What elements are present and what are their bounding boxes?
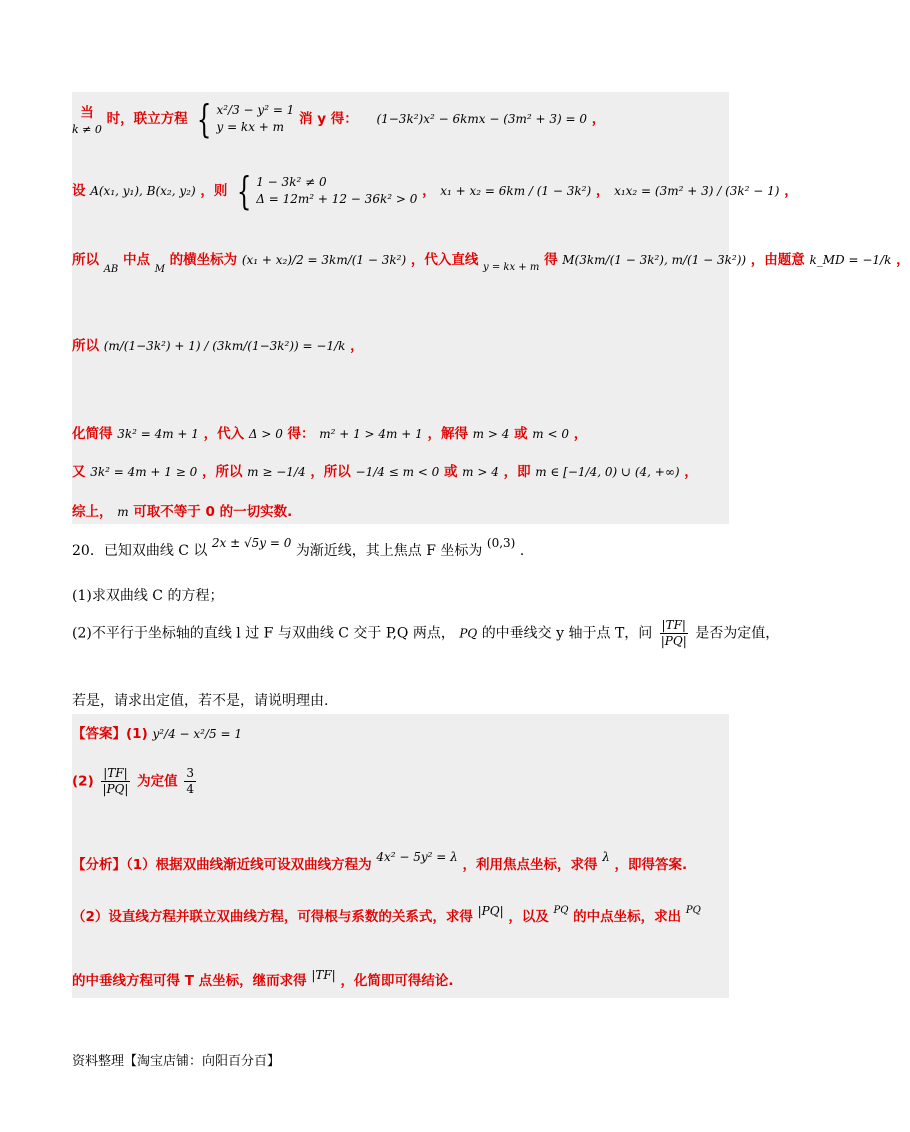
math-range: m ≥ −1/4 [247,465,306,479]
text-segment: 或 [443,464,458,480]
math-product: x₁x₂ = (3m² + 3) / (3k² − 1) [614,184,780,198]
solution-line-2 [72,169,798,213]
solution-line-4 [72,334,364,354]
solution-line-6 [72,460,698,480]
math-point-m: M [154,264,165,275]
answer-line-2 [72,766,198,797]
text-segment: 中点 [122,252,150,268]
math-line: y = kx + m [483,262,540,273]
text-segment: ， [350,338,364,354]
math-asymptote: 2x ± √5y = 0 [211,536,292,550]
math-midpoint: M(3km/(1 − 3k²), m/(1 − 3k²)) [562,253,747,267]
analysis-text: （2）设直线方程并联立双曲线方程，可得根与系数的关系式，求得 [72,909,473,925]
solution-line-3 [72,248,910,275]
text-segment: ，所以 [310,464,351,480]
math-answer-1: y²/4 − x²/5 = 1 [152,727,242,741]
math-equation: 3k² = 4m + 1 ≥ 0 [90,465,198,479]
text-segment: 得： [287,426,315,442]
answer-block [72,714,729,998]
ratio-denominator: |PQ| [660,634,687,648]
answer-line-1 [72,722,242,742]
question-text: 是否为定值， [695,625,780,642]
text-segment: ， [784,183,798,199]
ratio-denominator: |PQ| [102,782,129,796]
analysis-text: ，利用焦点坐标，求得 [462,857,598,873]
question-part-1: (1)求双曲线 C 的方程； [72,588,224,604]
math-hyperbola: 4x² − 5y² = λ [376,850,458,864]
ratio-numerator: |TF| [103,766,128,780]
value-denominator: 4 [186,782,194,796]
question-text: 为渐近线，其上焦点 F 坐标为 [295,543,483,559]
text-segment: 消 y 得： [299,111,358,127]
text-segment: 所以 [72,338,99,354]
text-segment: ，则 [200,183,228,199]
text-segment: 综上， [72,504,113,520]
math-tf-length: |TF| [311,968,336,982]
solution-block [72,92,910,524]
text-segment: 可取不等于 0 的一切实数. [133,504,293,520]
text-segment: ，代入直线 [410,252,479,268]
question-line-1 [72,536,524,560]
math-equation: (1−3k²)x² − 6kmx − (3m² + 3) = 0 [376,112,588,126]
question-text: 20．已知双曲线 C 以 [72,543,208,559]
text-segment: ，解得 [427,426,468,442]
math-ratio [659,618,689,649]
math-midpoint-x: (x₁ + x₂)/2 = 3km/(1 − 3k²) [241,253,407,267]
solution-line-1 [72,97,606,141]
solution-line-7 [72,500,292,520]
text-segment: 设 [72,183,86,199]
math-var-m: m [117,505,129,519]
text-segment: 化简得 [72,426,113,442]
system-row: 1 − 3k² ≠ 0 [256,175,327,189]
text-segment: ， [573,426,588,442]
analysis-line-1 [72,850,687,873]
answer-label: 【答案】(1) [72,726,148,742]
math-pq-length: |PQ| [477,904,504,918]
question-part-2-cont: 若是，请求出定值，若不是，请说明理由. [72,693,329,709]
text-segment: ，由题意 [750,252,805,268]
condition-system: { 1 − 3k² ≠ 0 Δ = 12m² + 12 − 36k² > 0 [236,169,418,213]
math-pq: PQ [553,905,569,916]
math-inequality: m² + 1 > 4m + 1 [319,427,423,441]
text-segment: ，即 [503,464,531,480]
text-segment: 时，联立方程 [106,111,188,127]
text-segment: 所以 [72,252,99,268]
question-text: (2)不平行于坐标轴的直线 l 过 F 与双曲线 C 交于 P,Q 两点， [72,625,455,642]
math-pq: PQ [459,626,478,641]
text-segment: 当 [80,105,94,121]
text-segment: ，所以 [201,464,243,480]
math-value [184,766,196,797]
analysis-text: ，化简即可得结论. [340,973,454,989]
analysis-line-2 [72,904,701,925]
math-ratio [100,766,130,797]
text-segment: ， [684,464,698,480]
question-text: . [519,543,525,559]
text-segment: ， [422,183,436,199]
text-segment: 的横坐标为 [169,252,238,268]
math-range: m > 4 [462,465,499,479]
value-numerator: 3 [186,766,194,780]
analysis-text: 的中垂线方程可得 T 点坐标，继而求得 [72,973,307,989]
analysis-text: ，以及 [508,909,549,925]
analysis-text: 的中点坐标，求出 [573,909,682,925]
system-row: x²/3 − y² = 1 [216,103,295,117]
question-part-2 [72,618,779,649]
math-equation: (m/(1−3k²) + 1) / (3km/(1−3k²)) = −1/k [103,339,346,353]
math-points: A(x₁, y₁), B(x₂, y₂) [90,184,196,198]
analysis-line-3 [72,968,454,989]
math-equation: 3k² = 4m + 1 [117,427,199,441]
equation-system: { x²/3 − y² = 1 y = kx + m [197,97,295,141]
math-range: m < 0 [532,427,569,441]
math-pq: PQ [685,905,701,916]
math-range: −1/4 ≤ m < 0 [355,465,440,479]
solution-line-5 [72,422,587,442]
answer-label: (2) [72,773,94,790]
math-segment-ab: AB [103,264,119,275]
math-set: m ∈ [−1/4, 0) ∪ (4, +∞) [535,465,680,479]
math-slope: k_MD = −1/k [809,253,892,267]
text-segment: ，代入 [203,426,245,442]
text-segment: 得 [544,252,558,268]
question-text: 的中垂线交 y 轴于点 T，问 [481,625,653,642]
answer-text: 为定值 [137,773,178,790]
analysis-text: ，即得答案. [614,857,688,873]
ratio-numerator: |TF| [661,618,686,632]
footer-source: 资料整理【淘宝店铺：向阳百分百】 [72,1054,281,1069]
text-segment: 又 [72,464,86,480]
math-range: m > 4 [472,427,510,441]
text-segment: 或 [514,426,528,442]
text-segment: ， [595,183,610,199]
text-segment: ， [896,252,910,268]
math-condition: Δ > 0 [248,427,283,441]
math-condition: k ≠ 0 [72,123,102,136]
system-row: Δ = 12m² + 12 − 36k² > 0 [256,192,418,206]
analysis-text: 【分析】（1）根据双曲线渐近线可设双曲线方程为 [72,857,372,873]
system-row: y = kx + m [216,120,285,134]
math-lambda: λ [602,850,610,864]
math-focus: (0,3) [486,536,516,550]
text-segment: ， [591,111,606,127]
math-sum: x₁ + x₂ = 6km / (1 − 3k²) [440,184,592,198]
